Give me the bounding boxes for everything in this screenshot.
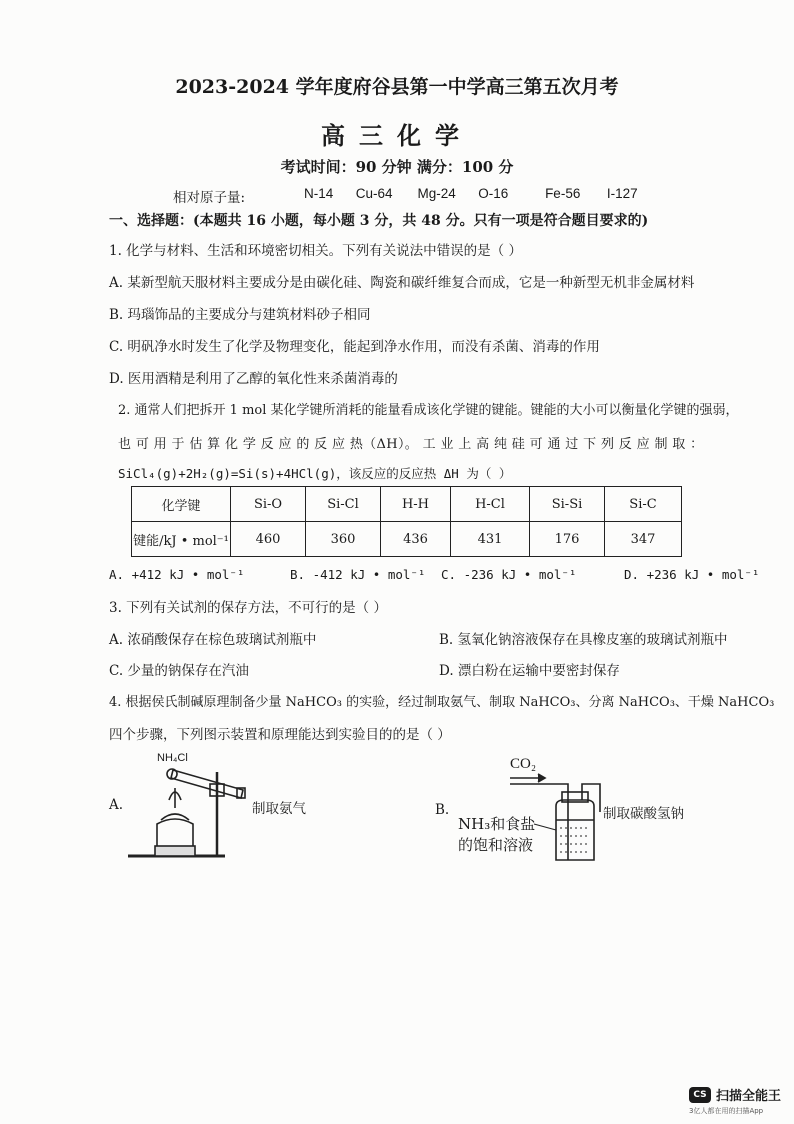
table-header-cell: Si-Cl (306, 487, 381, 522)
ammonia-apparatus-figure (125, 760, 255, 862)
atomic-mass-cu: Cu-64 (355, 186, 393, 201)
figure-b-solution-line2: 的饱和溶液 (458, 836, 534, 854)
section-heading: 一、选择题：(本题共 16 小题，每小题 3 分，共 48 分。只有一项是符合题目要求的) (109, 213, 649, 229)
table-header-cell: Si-Si (530, 487, 605, 522)
figure-b-solution-line1: NH₃和食盐 (458, 815, 536, 833)
exam-info: 考试时间：90 分钟 满分：100 分 (280, 158, 514, 176)
figure-a-reagent-label: NH₄Cl (157, 752, 188, 764)
q1-option-b: B. 玛瑙饰品的主要成分与建筑材料砂子相同 (109, 307, 371, 323)
q3-stem: 3. 下列有关试剂的保存方法，不可行的是（ ） (109, 600, 387, 616)
q2-stem-line2: 也 可 用 于 估 算 化 学 反 应 的 反 应 热（ΔH）。 工 业 上 高 纯 硅 可 通 过 下 列 反 应 制 取 ： (118, 437, 704, 452)
atomic-mass-o: O-16 (478, 186, 509, 201)
washing-bottle-figure (508, 772, 604, 864)
atomic-mass-list (304, 186, 638, 201)
table-header-cell: Si-O (231, 487, 306, 522)
table-header-cell: H-H (381, 487, 451, 522)
q2-stem-line3: SiCl₄(g)+2H₂(g)=Si(s)+4HCl(g)，该反应的反应热 ΔH 为（ ） (118, 466, 512, 481)
q1-option-c: C. 明矾净水时发生了化学及物理变化，能起到净水作用，而没有杀菌、消毒的作用 (109, 339, 600, 355)
scanner-logo-icon: CS (689, 1087, 711, 1103)
table-cell: 360 (306, 522, 381, 557)
table-cell: 176 (530, 522, 605, 557)
table-header-cell: 化学键 (132, 487, 231, 522)
exam-title: 2023-2024 学年度府谷县第一中学高三第五次月考 (175, 76, 619, 98)
figure-b-gas-label: CO₂ (510, 756, 537, 772)
table-cell: 436 (381, 522, 451, 557)
q3-option-c: C. 少量的钠保存在汽油 (109, 663, 249, 679)
atomic-mass-fe: Fe-56 (545, 186, 581, 201)
q4-stem-line2: 四个步骤，下列图示装置和原理能达到实验目的的是（ ） (109, 727, 451, 743)
table-cell: 347 (605, 522, 682, 557)
bond-energy-table (131, 486, 682, 557)
q3-option-b: B. 氢氧化钠溶液保存在具橡皮塞的玻璃试剂瓶中 (439, 632, 728, 648)
q1-option-a: A. 某新型航天服材料主要成分是由碳化硅、陶瓷和碳纤维复合而成，它是一种新型无机非金属材料 (109, 275, 695, 291)
atomic-mass-label: 相对原子量: (173, 190, 246, 206)
q4-stem-line1: 4. 根据侯氏制碱原理制备少量 NaHCO₃ 的实验，经过制取氨气、制取 NaHCO₃、分离 NaHCO₃、干燥 NaHCO₃ (109, 695, 775, 710)
table-row-label: 键能/kJ • mol⁻¹ (132, 522, 231, 557)
q3-option-d: D. 漂白粉在运输中要密封保存 (439, 663, 620, 679)
table-header-cell: Si-C (605, 487, 682, 522)
figure-b-caption: 制取碳酸氢钠 (603, 806, 684, 822)
q3-option-a: A. 浓硝酸保存在棕色玻璃试剂瓶中 (109, 632, 317, 648)
atomic-mass-n: N-14 (304, 186, 334, 201)
q2-option-d: D. +236 kJ • mol⁻¹ (624, 567, 760, 582)
table-header-row (132, 487, 682, 522)
atomic-mass-mg: Mg-24 (417, 186, 456, 201)
figure-a-caption: 制取氨气 (252, 801, 306, 817)
table-row (132, 522, 682, 557)
scanner-tagline: 3亿人都在用的扫描App (689, 1107, 764, 1115)
q2-stem-line1: 2. 通常人们把拆开 1 mol 某化学键所消耗的能量看成该化学键的键能。键能的大小可以衡量化学键的强弱， (118, 403, 739, 418)
q1-stem: 1. 化学与材料、生活和环境密切相关。下列有关说法中错误的是（ ） (109, 243, 522, 259)
q2-option-c: C. -236 kJ • mol⁻¹ (441, 567, 577, 582)
scanner-app-name: 扫描全能王 (716, 1089, 782, 1104)
q1-option-d: D. 医用酒精是利用了乙醇的氧化性来杀菌消毒的 (109, 371, 398, 387)
table-cell: 431 (451, 522, 530, 557)
subject-title: 高三化学 (321, 121, 473, 150)
table-cell: 460 (231, 522, 306, 557)
atomic-mass-i: I-127 (606, 186, 638, 201)
table-header-cell: H-Cl (451, 487, 530, 522)
q2-option-b: B. -412 kJ • mol⁻¹ (290, 567, 426, 582)
figure-a-letter: A. (109, 797, 124, 813)
figure-b-letter: B. (435, 802, 450, 818)
q2-option-a: A. +412 kJ • mol⁻¹ (109, 567, 245, 582)
